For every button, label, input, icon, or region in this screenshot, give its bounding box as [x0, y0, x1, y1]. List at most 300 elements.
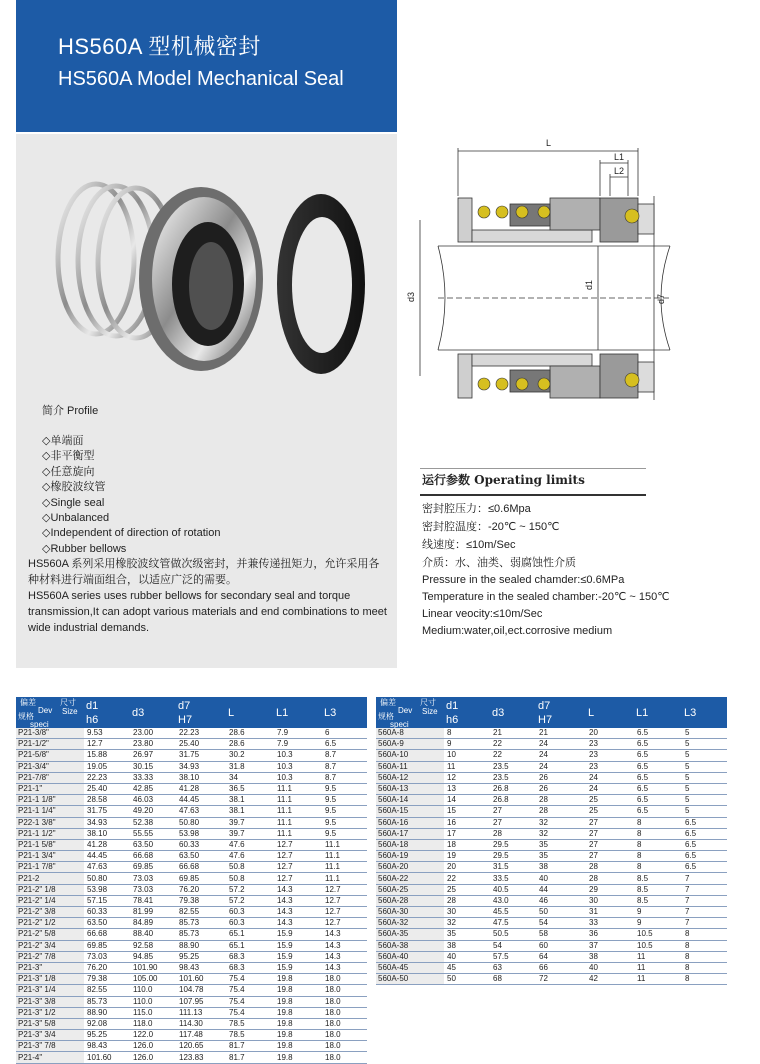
value-cell: 42.85: [130, 783, 176, 794]
col-header-d7: d7 H7: [536, 697, 586, 728]
value-cell: 54: [490, 940, 536, 951]
spec-cell: P21-3" 1/2: [16, 1007, 84, 1018]
spec-cell: P21-1 1/2": [16, 828, 84, 839]
value-cell: 25: [444, 884, 490, 895]
value-cell: 47.5: [490, 918, 536, 929]
value-cell: 35: [536, 839, 586, 850]
value-cell: 18.0: [322, 1041, 367, 1052]
value-cell: 57.15: [84, 895, 130, 906]
table-row: [16, 929, 367, 940]
value-cell: 24: [586, 783, 634, 794]
value-cell: 40.5: [490, 884, 536, 895]
value-cell: 23.5: [490, 772, 536, 783]
table-row: [16, 783, 367, 794]
value-cell: 22.23: [84, 772, 130, 783]
spec-cell: 560A-10: [376, 750, 444, 761]
value-cell: 54: [536, 918, 586, 929]
value-cell: 15: [444, 806, 490, 817]
value-cell: 44.45: [84, 851, 130, 862]
value-cell: 14.3: [322, 951, 367, 962]
value-cell: 92.58: [130, 940, 176, 951]
spec-cell: 560A-12: [376, 772, 444, 783]
value-cell: 8: [634, 828, 682, 839]
value-cell: 38: [444, 940, 490, 951]
value-cell: 12.7: [322, 884, 367, 895]
spec-cell: P21-1 5/8": [16, 839, 84, 850]
value-cell: 126.0: [130, 1041, 176, 1052]
corner-header: 偏差 尺寸 Dev Size 规格 speci: [16, 697, 84, 728]
table-row: [16, 750, 367, 761]
value-cell: 60.3: [226, 907, 274, 918]
value-cell: 47.63: [176, 806, 226, 817]
value-cell: 47.6: [226, 851, 274, 862]
table-row: [16, 974, 367, 985]
value-cell: 98.43: [84, 1041, 130, 1052]
value-cell: 66.68: [130, 851, 176, 862]
value-cell: 76.20: [84, 962, 130, 973]
value-cell: 23.80: [130, 739, 176, 750]
value-cell: 9.53: [84, 728, 130, 739]
spec-cell: 560A-30: [376, 907, 444, 918]
value-cell: 10.5: [634, 929, 682, 940]
value-cell: 9.5: [322, 806, 367, 817]
spec-cell: 560A-45: [376, 962, 444, 973]
value-cell: 11: [634, 962, 682, 973]
value-cell: 75.4: [226, 974, 274, 985]
value-cell: 18: [444, 839, 490, 850]
value-cell: 15.88: [84, 750, 130, 761]
limit-item: 密封腔压力：≤0.6Mpa: [422, 503, 531, 515]
value-cell: 81.99: [130, 907, 176, 918]
value-cell: 18.0: [322, 1052, 367, 1063]
table-row: [16, 918, 367, 929]
value-cell: 38.1: [226, 806, 274, 817]
value-cell: 22.23: [176, 728, 226, 739]
spec-cell: 560A-50: [376, 974, 444, 985]
table-row: [16, 873, 367, 884]
value-cell: 6.5: [682, 817, 727, 828]
value-cell: 23: [586, 739, 634, 750]
value-cell: 28: [490, 828, 536, 839]
dim-label-l2: L2: [614, 166, 625, 176]
value-cell: 25: [586, 806, 634, 817]
value-cell: 41.28: [176, 783, 226, 794]
table-row: [376, 873, 727, 884]
value-cell: 9.5: [322, 817, 367, 828]
feature-item: ◇Single seal: [42, 496, 105, 509]
profile-panel: [16, 134, 397, 668]
value-cell: 73.03: [130, 884, 176, 895]
spec-cell: P21-1 7/8": [16, 862, 84, 873]
feature-item: ◇Unbalanced: [42, 512, 110, 525]
value-cell: 33: [586, 918, 634, 929]
value-cell: 49.20: [130, 806, 176, 817]
value-cell: 11.1: [322, 873, 367, 884]
value-cell: 22: [490, 750, 536, 761]
table-row: [376, 940, 727, 951]
value-cell: 10.3: [274, 761, 322, 772]
dim-label-l: L: [546, 138, 552, 148]
value-cell: 38.1: [226, 795, 274, 806]
value-cell: 60.3: [226, 918, 274, 929]
table-row: [16, 862, 367, 873]
value-cell: 25.40: [84, 783, 130, 794]
value-cell: 13: [444, 783, 490, 794]
spec-cell: P21-2" 1/2: [16, 918, 84, 929]
spec-cell: P21-1 1/4": [16, 806, 84, 817]
value-cell: 75.4: [226, 985, 274, 996]
value-cell: 9.5: [322, 795, 367, 806]
value-cell: 38.10: [176, 772, 226, 783]
value-cell: 35: [536, 851, 586, 862]
value-cell: 95.25: [84, 1030, 130, 1041]
spec-cell: 560A-15: [376, 806, 444, 817]
value-cell: 10.3: [274, 750, 322, 761]
value-cell: 11: [634, 951, 682, 962]
value-cell: 28: [444, 895, 490, 906]
value-cell: 5: [682, 783, 727, 794]
value-cell: 118.0: [130, 1018, 176, 1029]
value-cell: 35: [444, 929, 490, 940]
value-cell: 8: [634, 839, 682, 850]
spec-cell: 560A-11: [376, 761, 444, 772]
value-cell: 18.0: [322, 1030, 367, 1041]
value-cell: 14.3: [274, 895, 322, 906]
value-cell: 31.5: [490, 862, 536, 873]
value-cell: 28: [536, 795, 586, 806]
value-cell: 122.0: [130, 1030, 176, 1041]
value-cell: 19.8: [274, 1007, 322, 1018]
value-cell: 45: [444, 962, 490, 973]
value-cell: 8: [682, 962, 727, 973]
spec-cell: 560A-13: [376, 783, 444, 794]
value-cell: 25: [586, 795, 634, 806]
value-cell: 24: [536, 739, 586, 750]
operating-limits-heading: [420, 468, 646, 496]
value-cell: 6.5: [634, 783, 682, 794]
value-cell: 19.8: [274, 1018, 322, 1029]
spec-cell: 560A-18: [376, 839, 444, 850]
value-cell: 12.7: [84, 739, 130, 750]
value-cell: 98.43: [176, 962, 226, 973]
value-cell: 5: [682, 806, 727, 817]
value-cell: 22: [490, 739, 536, 750]
value-cell: 10: [444, 750, 490, 761]
value-cell: 24: [586, 772, 634, 783]
value-cell: 37: [586, 940, 634, 951]
value-cell: 115.0: [130, 1007, 176, 1018]
value-cell: 29.5: [490, 851, 536, 862]
value-cell: 9: [634, 918, 682, 929]
value-cell: 68.3: [226, 962, 274, 973]
value-cell: 76.20: [176, 884, 226, 895]
col-header-l3: L3: [322, 697, 367, 728]
value-cell: 46.03: [130, 795, 176, 806]
value-cell: 10.3: [274, 772, 322, 783]
value-cell: 17: [444, 828, 490, 839]
value-cell: 14.3: [274, 884, 322, 895]
value-cell: 79.38: [176, 895, 226, 906]
value-cell: 6.5: [634, 728, 682, 739]
value-cell: 39.7: [226, 817, 274, 828]
value-cell: 12.7: [322, 895, 367, 906]
value-cell: 12.7: [274, 873, 322, 884]
table-row: [16, 817, 367, 828]
value-cell: 14.3: [322, 929, 367, 940]
spec-cell: 560A-25: [376, 884, 444, 895]
table-row: [376, 783, 727, 794]
value-cell: 57.2: [226, 895, 274, 906]
divider: [420, 494, 646, 496]
table-row: [16, 772, 367, 783]
value-cell: 12.7: [322, 918, 367, 929]
value-cell: 6.5: [634, 739, 682, 750]
value-cell: 65.1: [226, 940, 274, 951]
spec-cell: P21-3" 1/8: [16, 974, 84, 985]
value-cell: 26.97: [130, 750, 176, 761]
table-row: [16, 907, 367, 918]
value-cell: 79.38: [84, 974, 130, 985]
desc-en: HS560A series uses rubber bellows for secondary seal and torque transmission,It can adopt various materials and end combinations to meet wide industrial demands.: [28, 590, 387, 634]
value-cell: 29: [586, 884, 634, 895]
value-cell: 64: [536, 951, 586, 962]
value-cell: 82.55: [176, 907, 226, 918]
table-row: [16, 828, 367, 839]
value-cell: 55.55: [130, 828, 176, 839]
table-row: [16, 884, 367, 895]
value-cell: 73.03: [130, 873, 176, 884]
value-cell: 27: [490, 817, 536, 828]
value-cell: 88.90: [84, 1007, 130, 1018]
value-cell: 9.5: [322, 828, 367, 839]
value-cell: 15.9: [274, 940, 322, 951]
value-cell: 50.80: [84, 873, 130, 884]
dim-label-l1: L1: [614, 152, 625, 162]
spec-cell: 560A-17: [376, 828, 444, 839]
value-cell: 60: [536, 940, 586, 951]
value-cell: 120.65: [176, 1041, 226, 1052]
value-cell: 50: [444, 974, 490, 985]
value-cell: 6.5: [634, 806, 682, 817]
table-row: [376, 929, 727, 940]
value-cell: 11.1: [322, 862, 367, 873]
value-cell: 34: [226, 772, 274, 783]
value-cell: 40: [586, 962, 634, 973]
value-cell: 26.8: [490, 783, 536, 794]
value-cell: 19.8: [274, 1041, 322, 1052]
value-cell: 11.1: [322, 851, 367, 862]
spec-cell: 560A-9: [376, 739, 444, 750]
value-cell: 81.7: [226, 1041, 274, 1052]
table-row: [376, 739, 727, 750]
value-cell: 6.5: [322, 739, 367, 750]
value-cell: 7: [682, 884, 727, 895]
value-cell: 33.33: [130, 772, 176, 783]
table-row: [376, 761, 727, 772]
col-header-l: L: [586, 697, 634, 728]
value-cell: 63.50: [84, 918, 130, 929]
table-row: [16, 962, 367, 973]
value-cell: 20: [444, 862, 490, 873]
value-cell: 81.7: [226, 1052, 274, 1063]
value-cell: 101.90: [130, 962, 176, 973]
value-cell: 66.68: [84, 929, 130, 940]
corner-header: 偏差 尺寸 Dev Size 规格 speci: [376, 697, 444, 728]
value-cell: 26: [536, 783, 586, 794]
value-cell: 11.1: [274, 795, 322, 806]
table-row: [16, 1018, 367, 1029]
value-cell: 69.85: [176, 873, 226, 884]
dim-label-d7: d7: [656, 293, 666, 304]
value-cell: 11.1: [274, 783, 322, 794]
value-cell: 11.1: [274, 806, 322, 817]
spec-cell: 560A-14: [376, 795, 444, 806]
value-cell: 41.28: [84, 839, 130, 850]
value-cell: 26: [536, 772, 586, 783]
value-cell: 27: [586, 851, 634, 862]
col-header-d3: d3: [490, 697, 536, 728]
value-cell: 28.6: [226, 739, 274, 750]
value-cell: 23.5: [490, 761, 536, 772]
spec-cell: P21-3/8": [16, 728, 84, 739]
value-cell: 43.0: [490, 895, 536, 906]
size-table-metric: [376, 697, 727, 985]
value-cell: 44.45: [176, 795, 226, 806]
value-cell: 21: [490, 728, 536, 739]
value-cell: 9.5: [322, 783, 367, 794]
table-row: [376, 728, 727, 739]
spec-cell: 560A-38: [376, 940, 444, 951]
table-row: [376, 795, 727, 806]
spec-cell: P21-2" 5/8: [16, 929, 84, 940]
value-cell: 8: [682, 951, 727, 962]
value-cell: 11.1: [274, 817, 322, 828]
value-cell: 6.5: [682, 828, 727, 839]
value-cell: 92.08: [84, 1018, 130, 1029]
value-cell: 27: [586, 817, 634, 828]
table-row: [376, 884, 727, 895]
spec-cell: P21-1 3/4": [16, 851, 84, 862]
limit-item: Linear veocity:≤10m/Sec: [422, 608, 543, 620]
spec-cell: P21-3/4": [16, 761, 84, 772]
table-row: [376, 962, 727, 973]
feature-item: ◇任意旋向: [42, 465, 95, 478]
value-cell: 34.93: [176, 761, 226, 772]
table-row: [16, 1007, 367, 1018]
spec-cell: P21-2" 1/8: [16, 884, 84, 895]
table-row: [16, 739, 367, 750]
value-cell: 50.8: [226, 862, 274, 873]
value-cell: 88.90: [176, 940, 226, 951]
value-cell: 8: [634, 862, 682, 873]
table-row: [16, 851, 367, 862]
value-cell: 75.4: [226, 996, 274, 1007]
value-cell: 40: [536, 873, 586, 884]
table-row: [376, 817, 727, 828]
value-cell: 60.33: [176, 839, 226, 850]
value-cell: 7: [682, 873, 727, 884]
value-cell: 50: [536, 907, 586, 918]
value-cell: 18.0: [322, 974, 367, 985]
seal-bore: [189, 242, 233, 330]
value-cell: 28: [586, 862, 634, 873]
value-cell: 19.8: [274, 985, 322, 996]
table-row: [16, 951, 367, 962]
spec-cell: 560A-20: [376, 862, 444, 873]
value-cell: 30: [444, 907, 490, 918]
table-row: [376, 895, 727, 906]
value-cell: 7.9: [274, 728, 322, 739]
value-cell: 19.05: [84, 761, 130, 772]
value-cell: 72: [536, 974, 586, 985]
value-cell: 8: [682, 940, 727, 951]
limit-item: 密封腔温度：-20℃ ~ 150℃: [422, 521, 560, 533]
col-header-l: L: [226, 697, 274, 728]
value-cell: 69.85: [130, 862, 176, 873]
value-cell: 36: [586, 929, 634, 940]
value-cell: 14.3: [274, 918, 322, 929]
value-cell: 27: [586, 839, 634, 850]
table-row: [16, 985, 367, 996]
value-cell: 12.7: [274, 851, 322, 862]
value-cell: 18.0: [322, 985, 367, 996]
value-cell: 34.93: [84, 817, 130, 828]
title-banner: [16, 0, 397, 132]
spec-cell: 560A-19: [376, 851, 444, 862]
value-cell: 8.5: [634, 873, 682, 884]
value-cell: 20: [586, 728, 634, 739]
value-cell: 8.7: [322, 761, 367, 772]
seat-ring-bore: [292, 217, 352, 353]
table-row: [376, 974, 727, 985]
col-header-d7: d7 H7: [176, 697, 226, 728]
value-cell: 82.55: [84, 985, 130, 996]
value-cell: 12.7: [274, 839, 322, 850]
value-cell: 50.80: [176, 817, 226, 828]
value-cell: 66: [536, 962, 586, 973]
value-cell: 110.0: [130, 985, 176, 996]
value-cell: 9: [634, 907, 682, 918]
table-row: [16, 806, 367, 817]
table-row: [376, 862, 727, 873]
value-cell: 63: [490, 962, 536, 973]
feature-list: [42, 434, 220, 557]
profile-title: 简介 Profile: [42, 405, 99, 417]
value-cell: 12.7: [274, 862, 322, 873]
dim-label-d3: d3: [406, 291, 416, 302]
value-cell: 46: [536, 895, 586, 906]
value-cell: 31: [586, 907, 634, 918]
value-cell: 31.75: [84, 806, 130, 817]
value-cell: 11: [444, 761, 490, 772]
value-cell: 7: [682, 895, 727, 906]
value-cell: 7: [682, 918, 727, 929]
value-cell: 31.8: [226, 761, 274, 772]
value-cell: 8.7: [322, 750, 367, 761]
table-row: [16, 996, 367, 1007]
value-cell: 50.8: [226, 873, 274, 884]
spec-cell: 560A-40: [376, 951, 444, 962]
table-row: [16, 839, 367, 850]
value-cell: 117.48: [176, 1030, 226, 1041]
col-header-d1: d1 h6: [444, 697, 490, 728]
value-cell: 19.8: [274, 974, 322, 985]
value-cell: 15.9: [274, 929, 322, 940]
value-cell: 11.1: [322, 839, 367, 850]
value-cell: 28.58: [84, 795, 130, 806]
value-cell: 14: [444, 795, 490, 806]
col-header-l1: L1: [274, 697, 322, 728]
